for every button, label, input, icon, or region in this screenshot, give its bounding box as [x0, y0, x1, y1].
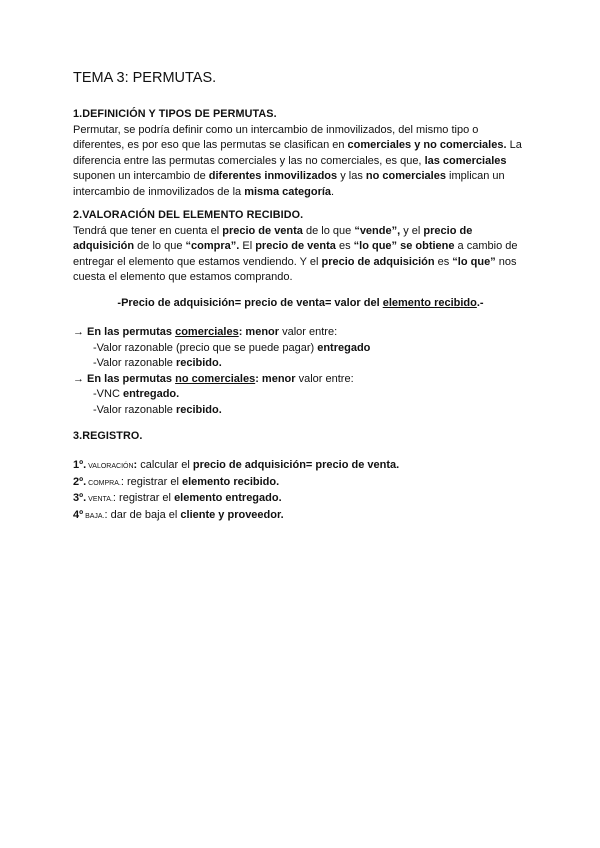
- list-item: [73, 356, 528, 372]
- bold-run: menor: [242, 326, 280, 338]
- bold-run: precio de venta: [222, 224, 303, 237]
- underlined-run: elemento recibido: [382, 297, 477, 309]
- bold-run: precio de venta: [255, 240, 336, 252]
- text-run: -VNC: [93, 388, 123, 400]
- text-run: suponen un intercambio de: [73, 170, 209, 182]
- bold-run: menor: [258, 372, 296, 385]
- list-item: [73, 341, 528, 357]
- section-paragraph: [73, 224, 528, 286]
- step-number: 3º.: [73, 492, 87, 504]
- underlined-run: no comerciales: [175, 372, 256, 385]
- section-valoracion: [73, 208, 528, 286]
- bold-run: → En las permutas: [73, 372, 176, 385]
- bold-run: → En las permutas: [73, 326, 176, 338]
- text-run: de lo que: [134, 240, 186, 252]
- text-run: : registrar el: [120, 475, 182, 488]
- text-run: : registrar el: [112, 492, 175, 504]
- bold-run: recibido.: [175, 403, 222, 416]
- text-run: El: [239, 240, 256, 252]
- bold-run: diferentes inmovilizados: [208, 170, 338, 182]
- bold-run: “compra”.: [185, 240, 240, 252]
- step-number: 4º: [73, 508, 84, 521]
- section-heading: 3.REGISTRO.: [73, 430, 143, 442]
- bold-run: :: [255, 372, 259, 385]
- text-run: : dar de baja el: [104, 508, 181, 521]
- text-run: Tendrá que tener en cuenta el: [73, 224, 223, 237]
- text-run: valor entre:: [279, 326, 338, 338]
- bold-run: precio de adquisición: [321, 255, 435, 268]
- step-tag: VENTA.: [86, 496, 113, 503]
- registro-step: [73, 458, 528, 475]
- list-item: [73, 387, 528, 403]
- bold-run: precio de adquisición: [73, 224, 473, 252]
- bold-run: “vende”,: [354, 224, 401, 237]
- list-item: [73, 403, 528, 419]
- bold-run: cliente y proveedor.: [180, 508, 284, 521]
- text-run: -Valor razonable: [93, 357, 176, 369]
- text-run: es: [434, 255, 453, 268]
- formula-line: [73, 296, 528, 312]
- bold-run: elemento entregado.: [174, 492, 282, 504]
- bold-run: :: [238, 326, 243, 338]
- text-run: -Valor razonable (precio que se puede pagar): [93, 341, 318, 354]
- section-heading: 1.DEFINICIÓN Y TIPOS DE PERMUTAS.: [73, 108, 277, 120]
- text-run: -Valor razonable: [93, 403, 176, 416]
- text-run: a cambio de entregar el elemento que estamos vendiendo. Y el: [73, 240, 518, 268]
- bold-run: entregado: [317, 341, 371, 354]
- list-heading: [73, 372, 528, 388]
- list-heading: [73, 325, 528, 341]
- text-run: es: [335, 240, 354, 252]
- step-tag: COMPRA.: [86, 479, 121, 487]
- section-heading: 2.VALORACIÓN DEL ELEMENTO RECIBIDO.: [73, 209, 304, 221]
- section-registro: [73, 429, 528, 445]
- bold-run: las comerciales: [424, 154, 507, 167]
- text-run: -Precio de adquisición= precio de venta= valor del: [117, 297, 383, 309]
- registro-step: [73, 475, 528, 492]
- step-number: 2º.: [73, 475, 87, 488]
- text-run: y el: [400, 224, 424, 237]
- step-tag: BAJA.: [83, 512, 105, 520]
- section-paragraph: [73, 123, 528, 201]
- underlined-run: comerciales: [175, 326, 239, 338]
- section-definicion: [73, 107, 528, 200]
- registro-steps: [73, 458, 528, 524]
- text-run: .-: [476, 297, 484, 309]
- step-tag: VALORACIÓN: [86, 463, 134, 470]
- bold-run: misma categoría: [244, 185, 332, 198]
- list-comerciales: [73, 325, 528, 418]
- bold-run: recibido.: [175, 357, 222, 369]
- bold-run: entregado.: [122, 388, 180, 400]
- bold-run: no comerciales: [365, 170, 446, 182]
- registro-step: [73, 491, 528, 508]
- text-run: implican un intercambio de inmovilizados de la: [73, 170, 505, 198]
- text-run: Permutar, se podría definir como un intercambio de inmovilizados, del mismo tipo o diferentes, es por eso que las permutas se clasifican en: [73, 123, 479, 151]
- registro-step: [73, 508, 528, 525]
- bold-run: “lo que” se obtiene: [353, 240, 455, 252]
- text-run: y las: [337, 170, 366, 182]
- text-run: .: [331, 185, 335, 198]
- text-run: nos cuesta el elemento que estamos comprando.: [73, 255, 517, 283]
- bold-run: “lo que”: [452, 255, 496, 268]
- bold-run: :: [133, 459, 138, 471]
- text-run: valor entre:: [295, 372, 354, 385]
- bold-run: precio de adquisición= precio de venta.: [192, 459, 400, 471]
- text-run: de lo que: [302, 224, 355, 237]
- step-number: 1º.: [73, 459, 87, 471]
- text-run: La diferencia entre las permutas comerciales y las no comerciales, es que,: [73, 139, 522, 167]
- bold-run: comerciales y no comerciales.: [347, 139, 507, 151]
- bold-run: elemento recibido.: [181, 475, 280, 488]
- document-title: TEMA 3: PERMUTAS.: [73, 70, 217, 86]
- text-run: calcular el: [137, 459, 193, 471]
